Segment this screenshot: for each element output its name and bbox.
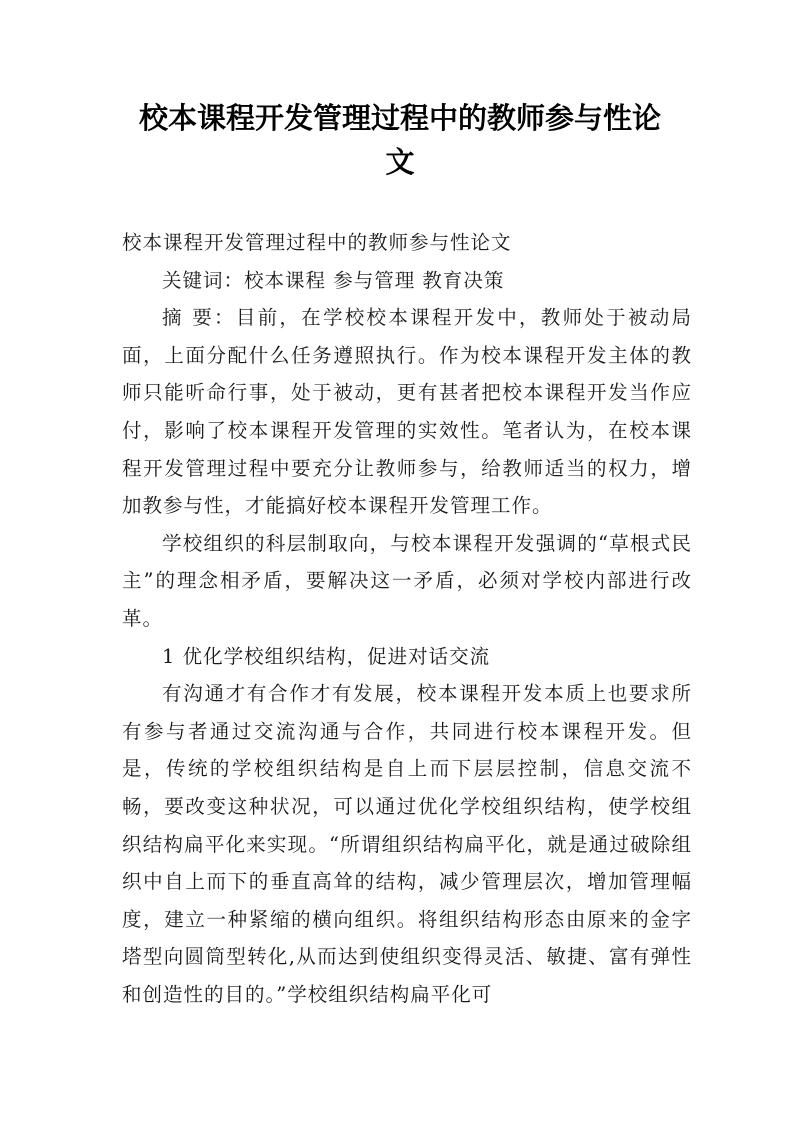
title-line-1: 校本课程开发管理过程中的教师参与性论 (138, 101, 661, 135)
section-heading-1: 1 优化学校组织结构，促进对话交流 (162, 644, 491, 668)
title-line-2: 文 (385, 145, 415, 179)
abstract: 摘 要：目前，在学校校本课程开发中，教师处于被动局面，上面分配什么任务遵照执行。作为校本课程开发主体的教师只能听命行事，处于被动，更有甚者把校本课程开发当作应付，影响了校本课程开发管理的实效性。笔者认为，在校本课程开发管理过程中要充分让教师参与，给教师适当的权力，增加教参与性，才能搞好校本课程开发管理工作。 (122, 306, 692, 518)
subtitle: 校本课程开发管理过程中的教师参与性论文 (122, 231, 512, 254)
document-body (122, 224, 692, 1013)
paragraph-2: 有沟通才有合作才有发展，校本课程开发本质上也要求所有参与者通过交流沟通与合作，共同进行校本课程开发。但是，传统的学校组织结构是自上而下层层控制，信息交流不畅，要改变这种状况，可以通过优化学校组织结构，使学校组织结构扁平化来实现。“所谓组织结构扁平化，就是通过破除组织中自上而下的垂直高耸的结构，减少管理层次，增加管理幅度，建立一种紧缩的横向组织。将组织结构形态由原来的金字塔型向圆筒型转化,从而达到使组织变得灵活、敏捷、富有弹性和创造性的目的。”学校组织结构扁平化可 (122, 682, 692, 1006)
paragraph-1: 学校组织的科层制取向，与校本课程开发强调的“草根式民主”的理念相矛盾，要解决这一矛盾，必须对学校内部进行改革。 (122, 531, 692, 630)
keywords: 关键词：校本课程 参与管理 教育决策 (162, 268, 505, 292)
document-title (100, 96, 700, 184)
